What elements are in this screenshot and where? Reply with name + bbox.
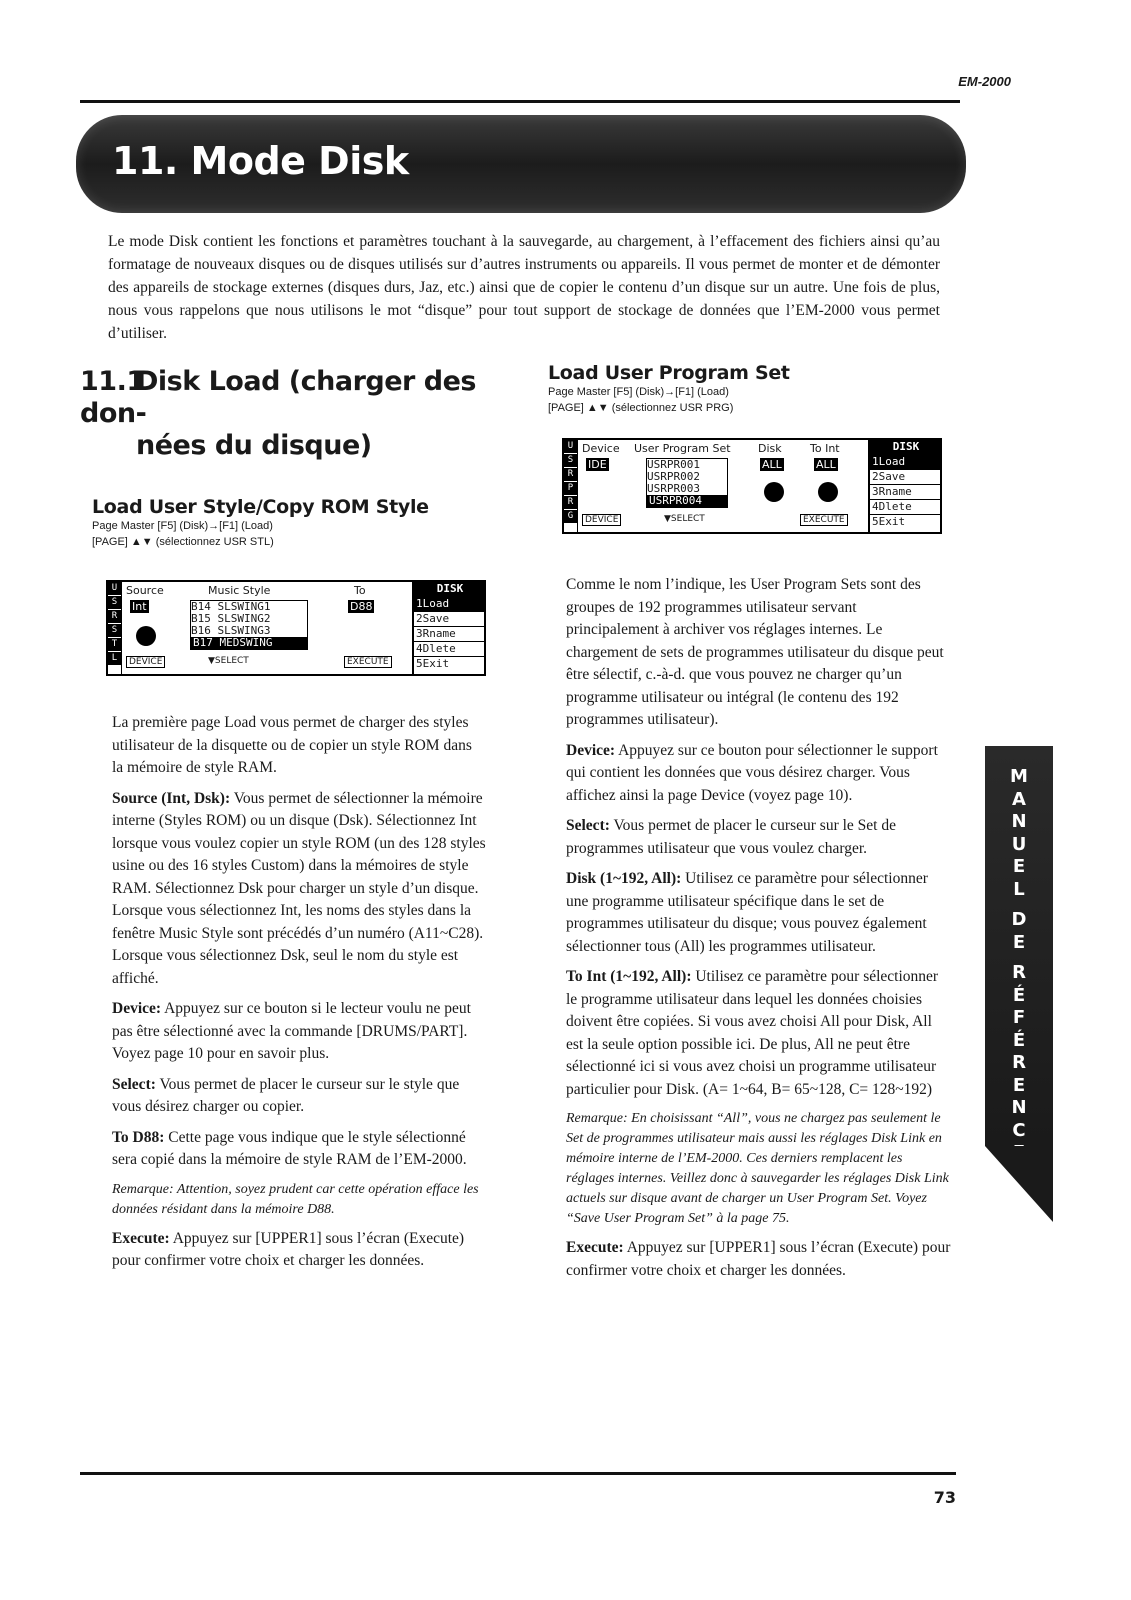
lcd-user-program-set — [562, 438, 942, 534]
lcd-disk-menu — [412, 582, 484, 674]
left-execute: Execute: Appuyez sur [UPPER1] sous l’écran (Execute) pour confirmer votre choix et charger les données. — [112, 1229, 465, 1269]
lcd-to-label: To — [354, 584, 366, 597]
lcd-music-style-label: Music Style — [208, 584, 271, 597]
menu-title: DISK — [870, 440, 940, 455]
left-body — [112, 712, 486, 1273]
lcd-device-label: Device — [582, 442, 620, 455]
toint-knob-icon — [818, 482, 838, 502]
bottom-rule — [80, 1472, 956, 1475]
menu-item-delete[interactable]: 4Dlete — [870, 500, 940, 515]
right-column — [548, 362, 951, 1290]
lcd-user-style — [106, 580, 486, 676]
lcd-disk-value[interactable]: ALL — [762, 458, 782, 471]
lcd-style-item-selected[interactable]: B17 MEDSWING — [191, 637, 307, 649]
menu-item-load[interactable]: 1Load — [870, 455, 940, 470]
menu-item-save[interactable]: 2Save — [870, 470, 940, 485]
menu-item-exit[interactable]: 5Exit — [416, 657, 450, 670]
lcd-select-label: ▼SELECT — [208, 656, 249, 666]
right-heading: Load User Program Set — [548, 362, 790, 384]
knob-icon — [136, 626, 156, 646]
lcd-set-item[interactable]: USRPR002 — [647, 470, 700, 483]
lcd-style-item[interactable]: B14 SLSWING1 — [191, 600, 271, 613]
lcd-source-label: Source — [126, 584, 164, 597]
section-heading — [80, 366, 500, 462]
intro-text: Le mode Disk contient les fonctions et paramètres touchant à la sauvegarde, au chargement, à l’effacement des fichiers ainsi qu’au formatage de nouveaux disques ou de disques utilisés sur d’autres instruments ou appareils. Il vous permet de monter et de démonter des appareils de stockage externes (disques durs, Jaz, etc.) ainsi que de copier le contenu d’un disque sur un autre. Une fois de plus, nous vous rappelons que nous utilisons le mot “disque” pour tout support de stockage de données que l’EM-2000 vous permet d’utiliser. — [108, 233, 940, 342]
right-paragraph: Comme le nom l’indique, les User Program Sets sont des groupes de 192 programmes utilisateur servant principalement à archiver vos réglages internes. Le chargement de sets de programmes utilisateur du disque peut être sélectif, c.-à-d. que vous pouvez ne charger qu’un programme utilisateur ou intégral (le contenu des 192 programmes utilisateur). — [566, 576, 944, 728]
lcd-execute-button[interactable]: EXECUTE — [800, 514, 848, 526]
manual-reference-tab — [985, 746, 1053, 1146]
left-paragraph: To D88: Cette page vous indique que le style sélectionné sera copié dans la mémoire de style RAM de l’EM-2000. — [112, 1128, 467, 1168]
top-rule — [80, 100, 960, 103]
lcd-set-item[interactable]: USRPR003 — [647, 482, 700, 495]
section-title-line1: Disk Load (charger des don- — [80, 366, 476, 429]
section-title-line2: nées du disque) — [136, 430, 372, 461]
right-path1: Page Master [F5] (Disk)→[F1] (Load) — [548, 386, 729, 398]
left-remark: Remarque: Attention, soyez prudent car cette opération efface les données résidant dans la mémoire D88. — [112, 1181, 479, 1217]
menu-item-delete[interactable]: 4Dlete — [414, 642, 484, 657]
menu-title: DISK — [414, 582, 484, 597]
lcd-side-tab: U S R P R G — [564, 440, 578, 532]
manual-reference-tab-text: M A N U E L D E R É F É R E N C — [1010, 766, 1028, 1141]
menu-item-load[interactable]: 1Load — [414, 597, 484, 612]
right-paragraph: To Int (1~192, All): Utilisez ce paramètre pour sélectionner le programme utilisateur dans lequel les données choisies doivent être copiées. Si vous avez choisi All pour Disk, All est la seule option possible ici. De plus, All ne peut être sélectionné ici si vous avez choisi un programme utilisateur particulier pour Disk. (A= 1~64, B= 65~128, C= 128~192) — [566, 968, 939, 1098]
tab-corner-shape — [985, 1146, 1053, 1222]
menu-item-rename[interactable]: 3Rname — [414, 627, 484, 642]
left-path2: [PAGE] ▲▼ (sélectionnez USR STL) — [92, 536, 274, 548]
left-heading: Load User Style/Copy ROM Style — [92, 496, 429, 518]
lcd-set-item[interactable]: USRPR001 — [647, 458, 700, 471]
lcd-ups-label: User Program Set — [634, 442, 731, 455]
lcd-device-button[interactable]: DEVICE — [126, 656, 165, 668]
header-model: EM-2000 — [958, 74, 1011, 89]
lcd-set-list — [646, 458, 728, 508]
left-paragraph: Device: Appuyez sur ce bouton si le lecteur voulu ne peut pas être sélectionné avec la commande [DRUMS/PART]. Voyez page 10 pour en savoir plus. — [112, 1000, 471, 1062]
lcd-device-value[interactable]: IDE — [588, 458, 607, 471]
right-paragraph: Device: Appuyez sur ce bouton pour sélectionner le support qui contient les données que vous désirez charger. Vous affichez ainsi la page Device (voyez page 10). — [566, 741, 938, 804]
right-body — [566, 574, 952, 1282]
lcd-toint-value[interactable]: ALL — [816, 458, 836, 471]
page-number: 73 — [933, 1488, 956, 1507]
disk-knob-icon — [764, 482, 784, 502]
right-path2: [PAGE] ▲▼ (sélectionnez USR PRG) — [548, 402, 734, 414]
title-banner — [76, 115, 966, 213]
lcd-style-item[interactable]: B15 SLSWING2 — [191, 612, 271, 625]
menu-item-rename[interactable]: 3Rname — [870, 485, 940, 500]
right-execute: Execute: Appuyez sur [UPPER1] sous l’écran (Execute) pour confirmer votre choix et charger les données. — [566, 1239, 951, 1279]
intro — [108, 230, 940, 345]
page-title: 11. Mode Disk — [112, 139, 409, 183]
lcd-style-item[interactable]: B16 SLSWING3 — [191, 624, 271, 637]
lcd-side-tab: U S R S T L — [108, 582, 122, 674]
section-number: 11.1 — [80, 366, 145, 397]
left-paragraph: Source (Int, Dsk): Vous permet de sélectionner la mémoire interne (Styles ROM) ou un disque (Dsk). Sélectionnez Int lorsque vous voulez copier un style ROM (un des 128 styles usine ou des 16 styles Custom) dans la mémoires de style RAM. Sélectionnez Dsk pour charger un style d’un disque. Lorsque vous sélectionnez Int, les noms des styles dans la fenêtre Music Style sont précédés d’un numéro (A11~C28). Lorsque vous sélectionnez Dsk, seul le nom du style est affiché. — [112, 789, 486, 987]
lcd-style-list — [190, 600, 308, 650]
lcd-disk-label: Disk — [758, 442, 782, 455]
menu-item-save[interactable]: 2Save — [414, 612, 484, 627]
left-path1: Page Master [F5] (Disk)→[F1] (Load) — [92, 520, 273, 532]
lcd-disk-menu — [868, 440, 940, 532]
lcd-toint-label: To Int — [810, 442, 840, 455]
lcd-device-button[interactable]: DEVICE — [582, 514, 621, 526]
lcd-to-value[interactable]: D88 — [350, 600, 373, 613]
left-paragraph: Select: Vous permet de placer le curseur sur le style que vous désirez charger ou copier. — [112, 1075, 460, 1115]
lcd-select-label: ▼SELECT — [664, 514, 705, 524]
lcd-set-item-selected[interactable]: USRPR004 — [647, 495, 727, 507]
left-column — [80, 366, 500, 1281]
right-remark: Remarque: En choisissant “All”, vous ne chargez pas seulement le Set de programmes utilisateur mais aussi les réglages Disk Link en mémoire interne de l’EM-2000. Ces derniers remplacent les réglages internes. Veillez donc à sauvegarder les réglages Disk Link actuels sur disque avant de charger un User Program Set. Voyez “Save User Program Set” à la page 75. — [566, 1111, 949, 1226]
right-paragraph: Select: Vous permet de placer le curseur sur le Set de programmes utilisateur que vous voulez charger. — [566, 817, 896, 857]
lcd-source-value[interactable]: Int — [132, 600, 147, 613]
right-paragraph: Disk (1~192, All): Utilisez ce paramètre pour sélectionner une programme utilisateur spécifique dans le set de programmes utilisateur du disque; vous pouvez également sélectionner tous (All) les programmes utilisateur. — [566, 870, 928, 955]
left-paragraph: La première page Load vous permet de charger des styles utilisateur de la disquette ou de copier un style ROM dans la mémoire de style RAM. — [112, 714, 472, 776]
menu-item-exit[interactable]: 5Exit — [872, 515, 906, 528]
lcd-execute-button[interactable]: EXECUTE — [344, 656, 392, 668]
